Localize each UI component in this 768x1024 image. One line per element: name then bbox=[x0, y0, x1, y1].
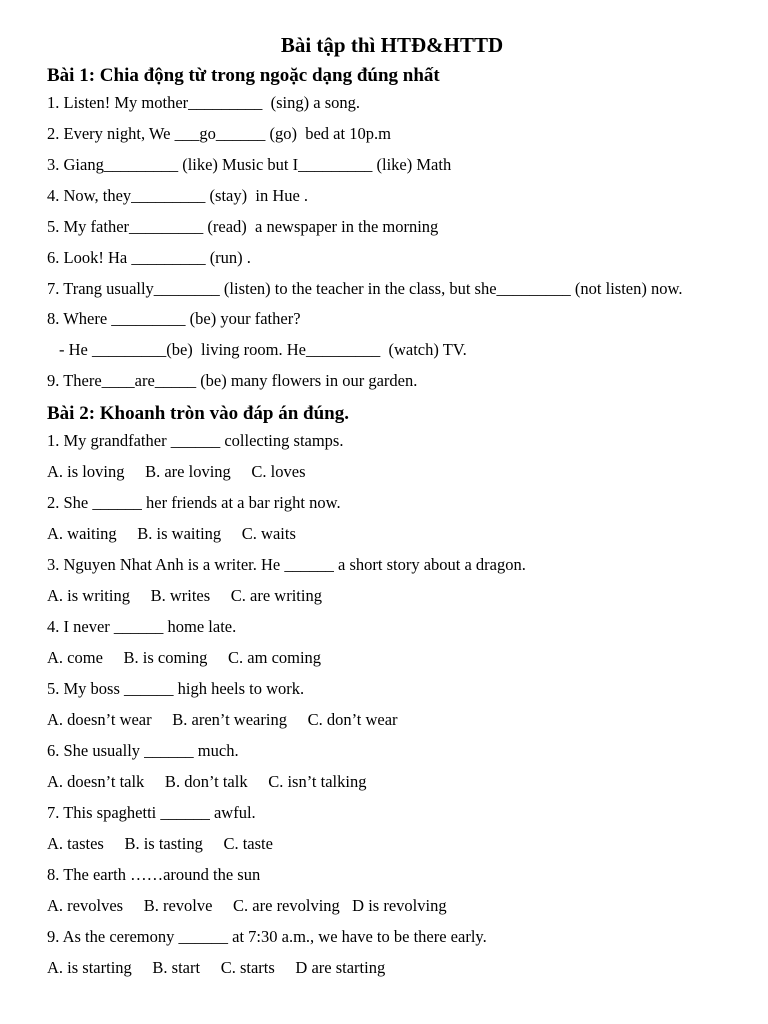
exercise-1-item: 5. My father_________ (read) a newspaper in the morning bbox=[47, 217, 439, 236]
question-line: 9. As the ceremony ______ at 7:30 a.m., we have to be there early. bbox=[47, 927, 487, 946]
exercise-1-item: 6. Look! Ha _________ (run) . bbox=[47, 248, 251, 267]
exercise-1-item: 1. Listen! My mother_________ (sing) a song. bbox=[47, 93, 361, 112]
answer-options: A. is loving B. are loving C. loves bbox=[47, 462, 306, 481]
exercise-1-item: - He _________(be) living room. He_________ (watch) TV. bbox=[59, 340, 467, 359]
exercise-1-item: 3. Giang_________ (like) Music but I_________ (like) Math bbox=[47, 155, 452, 174]
question-line: 1. My grandfather ______ collecting stamps. bbox=[47, 431, 344, 450]
question-line: 2. She ______ her friends at a bar right now. bbox=[47, 493, 341, 512]
answer-options: A. is writing B. writes C. are writing bbox=[47, 586, 322, 605]
question-line: 4. I never ______ home late. bbox=[47, 617, 237, 636]
question-line: 3. Nguyen Nhat Anh is a writer. He ______ a short story about a dragon. bbox=[47, 555, 526, 574]
question-line: 5. My boss ______ high heels to work. bbox=[47, 679, 305, 698]
answer-options: A. revolves B. revolve C. are revolving D is revolving bbox=[47, 896, 447, 915]
question-line: 6. She usually ______ much. bbox=[47, 741, 239, 760]
exercise-1-list bbox=[47, 92, 737, 391]
exercise-2-heading: Bài 2: Khoanh tròn vào đáp án đúng. bbox=[47, 403, 349, 424]
question-line: 8. The earth ……around the sun bbox=[47, 865, 261, 884]
question-line: 7. This spaghetti ______ awful. bbox=[47, 803, 256, 822]
exercise-1-item: 7. Trang usually________ (listen) to the teacher in the class, but she_________ (not listen) now. bbox=[47, 279, 683, 298]
worksheet-page bbox=[47, 30, 737, 988]
page-title: Bài tập thì HTĐ&HTTD bbox=[280, 33, 504, 57]
answer-options: A. doesn’t talk B. don’t talk C. isn’t talking bbox=[47, 772, 367, 791]
exercise-1-heading: Bài 1: Chia động từ trong ngoặc dạng đúng nhất bbox=[47, 65, 440, 86]
exercise-1-item: 4. Now, they_________ (stay) in Hue . bbox=[47, 186, 309, 205]
exercise-1-item: 2. Every night, We ___go______ (go) bed at 10p.m bbox=[47, 124, 391, 143]
exercise-1-item: 9. There____are_____ (be) many flowers in our garden. bbox=[47, 371, 418, 390]
answer-options: A. come B. is coming C. am coming bbox=[47, 648, 322, 667]
answer-options: A. tastes B. is tasting C. taste bbox=[47, 834, 273, 853]
exercise-1-item: 8. Where _________ (be) your father? bbox=[47, 309, 301, 328]
answer-options: A. doesn’t wear B. aren’t wearing C. don’t wear bbox=[47, 710, 398, 729]
answer-options: A. is starting B. start C. starts D are starting bbox=[47, 958, 386, 977]
exercise-2-list bbox=[47, 430, 737, 978]
answer-options: A. waiting B. is waiting C. waits bbox=[47, 524, 296, 543]
